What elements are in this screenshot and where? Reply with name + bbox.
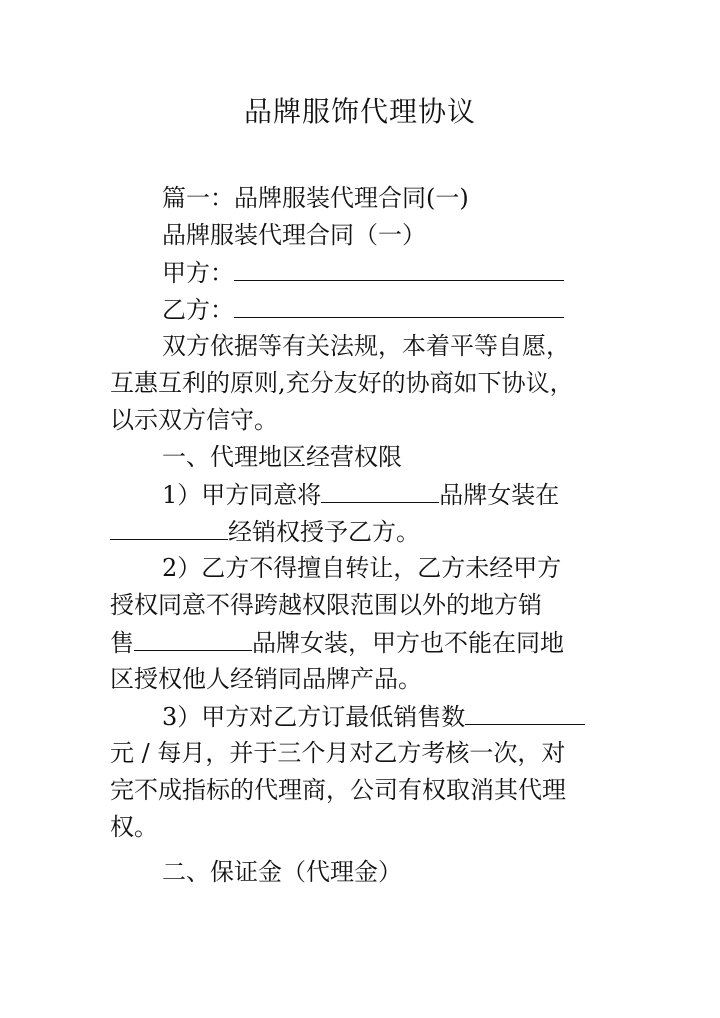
intro-line-1: 双方依据等有关法规，本着平等自愿， bbox=[162, 332, 570, 360]
clause-3-line-3: 完不成指标的代理商，公司有权取消其代理 bbox=[110, 776, 566, 804]
clause-1-text-c: 经销权授予乙方。 bbox=[228, 518, 420, 546]
clause-2-line-4: 区授权他人经销同品牌产品。 bbox=[110, 665, 422, 693]
part-heading: 篇一：品牌服装代理合同(一) bbox=[162, 184, 469, 212]
clause-1-text-b: 品牌女装在 bbox=[439, 481, 560, 509]
clause-1-text-a: 1）甲方同意将 bbox=[162, 481, 322, 509]
clause-2-text-a: 售 bbox=[110, 629, 134, 657]
party-b-label: 乙方： bbox=[162, 296, 234, 324]
clause-3-line-1 bbox=[110, 698, 630, 735]
sales-brand-blank bbox=[134, 624, 252, 651]
section-2-heading: 二、保证金（代理金） bbox=[162, 858, 402, 886]
region-blank bbox=[110, 513, 228, 540]
clause-3-line-4: 权。 bbox=[110, 813, 158, 841]
clause-2-text-b: 品牌女装，甲方也不能在同地 bbox=[252, 629, 564, 657]
clause-3-line-2: 元 / 每月，并于三个月对乙方考核一次，对 bbox=[110, 739, 566, 767]
party-a-blank bbox=[234, 254, 564, 281]
clause-2-line-1: 2）乙方不得擅自转让，乙方未经甲方 bbox=[162, 554, 562, 582]
intro-line-3: 以示双方信守。 bbox=[110, 406, 278, 434]
clause-3-text-a: 3）甲方对乙方订最低销售数 bbox=[162, 703, 466, 731]
min-sales-blank bbox=[465, 698, 585, 725]
brand-blank bbox=[321, 476, 439, 503]
intro-line-2: 互惠互利的原则,充分友好的协商如下协议， bbox=[110, 369, 574, 397]
clause-2-line-2: 授权同意不得跨越权限范围以外的地方销 bbox=[110, 591, 542, 619]
party-a-label: 甲方： bbox=[162, 259, 234, 287]
section-1-heading: 一、代理地区经营权限 bbox=[162, 443, 402, 471]
document-body bbox=[110, 180, 630, 891]
clause-1-line-2 bbox=[110, 513, 630, 550]
contract-subtitle: 品牌服装代理合同（一） bbox=[162, 221, 426, 249]
clause-2-line-3 bbox=[110, 624, 630, 661]
party-b-blank bbox=[234, 291, 564, 318]
party-a-line bbox=[110, 254, 630, 291]
document-title: 品牌服饰代理协议 bbox=[243, 95, 476, 128]
party-b-line bbox=[110, 291, 630, 328]
clause-1-line-1 bbox=[110, 476, 630, 513]
